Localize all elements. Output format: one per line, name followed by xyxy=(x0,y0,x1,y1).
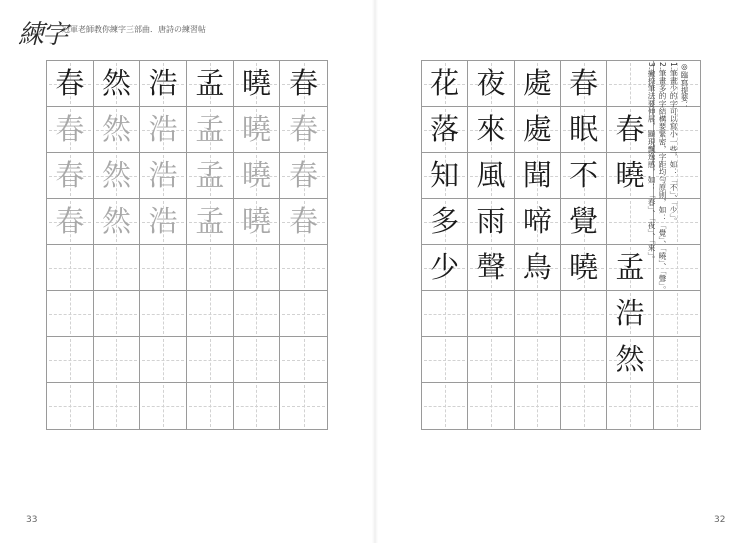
left-grid-cell xyxy=(187,383,234,429)
right-grid-character: 雨 xyxy=(476,204,506,238)
left-grid-cell xyxy=(140,337,187,383)
left-grid-cell xyxy=(140,61,187,107)
left-grid-cell xyxy=(187,199,234,245)
left-grid-cell xyxy=(280,383,327,429)
left-grid-character: 曉 xyxy=(241,204,271,238)
left-grid-cell xyxy=(280,245,327,291)
right-grid-cell xyxy=(654,383,700,429)
left-grid-character: 春 xyxy=(289,204,319,238)
right-grid-cell xyxy=(561,61,607,107)
writing-notes xyxy=(646,62,690,382)
left-grid-cell xyxy=(187,61,234,107)
right-grid-character: 春 xyxy=(615,112,645,146)
left-grid-character: 春 xyxy=(289,66,319,100)
right-grid-character: 然 xyxy=(615,342,645,376)
left-grid-character: 然 xyxy=(101,66,131,100)
left-grid-character: 孟 xyxy=(195,112,225,146)
right-grid-cell xyxy=(422,153,468,199)
right-grid-cell xyxy=(422,291,468,337)
left-grid-character: 孟 xyxy=(195,66,225,100)
left-grid-cell xyxy=(234,337,281,383)
left-grid-cell xyxy=(280,291,327,337)
right-grid-character: 多 xyxy=(430,204,460,238)
left-grid-cell xyxy=(47,199,94,245)
left-grid-cell xyxy=(280,337,327,383)
right-grid-character: 曉 xyxy=(569,250,599,284)
left-grid-cell xyxy=(47,245,94,291)
left-grid-cell xyxy=(234,291,281,337)
right-grid-cell xyxy=(561,337,607,383)
right-grid-character: 夜 xyxy=(476,66,506,100)
right-grid-character: 來 xyxy=(476,112,506,146)
brand-logo: 練字 xyxy=(18,20,67,50)
left-grid-cell xyxy=(187,245,234,291)
left-grid-character: 然 xyxy=(101,158,131,192)
right-grid-cell xyxy=(515,245,561,291)
right-grid-cell xyxy=(422,245,468,291)
book-subtitle: 冠軍老師教你練字三部曲．唐詩の練習帖 xyxy=(62,25,206,34)
right-grid-cell xyxy=(607,383,653,429)
right-grid-character: 風 xyxy=(476,158,506,192)
left-grid-cell xyxy=(94,291,141,337)
right-grid-character: 春 xyxy=(569,66,599,100)
right-grid-character: 少 xyxy=(430,250,460,284)
left-grid-character: 浩 xyxy=(148,66,178,100)
page-number-right: 32 xyxy=(714,515,726,525)
left-grid-cell xyxy=(140,291,187,337)
right-grid-cell xyxy=(422,61,468,107)
right-grid-character: 眠 xyxy=(569,112,599,146)
left-grid-character: 春 xyxy=(55,158,85,192)
left-grid-cell xyxy=(47,383,94,429)
right-grid-cell xyxy=(515,107,561,153)
right-grid-cell xyxy=(468,61,514,107)
left-grid-cell xyxy=(234,153,281,199)
right-grid-cell xyxy=(468,107,514,153)
left-grid-character: 春 xyxy=(289,158,319,192)
left-grid-cell xyxy=(47,107,94,153)
left-grid-cell xyxy=(47,153,94,199)
right-grid-cell xyxy=(468,383,514,429)
right-grid-character: 處 xyxy=(522,66,552,100)
left-grid-cell xyxy=(94,153,141,199)
left-grid-cell xyxy=(234,61,281,107)
right-grid-cell xyxy=(561,199,607,245)
note-2: 2.筆畫多的字結構要緊密，字距均勻原則，如：「覺」、「曉」、「聲」。 xyxy=(658,62,667,294)
right-grid-cell xyxy=(515,337,561,383)
left-grid-cell xyxy=(234,383,281,429)
left-grid-character: 孟 xyxy=(195,158,225,192)
page-gutter xyxy=(372,0,378,543)
right-grid-character: 落 xyxy=(430,112,460,146)
left-grid-cell xyxy=(140,383,187,429)
left-grid-cell xyxy=(47,291,94,337)
right-grid-character: 花 xyxy=(430,66,460,100)
right-grid-cell xyxy=(422,383,468,429)
right-grid-cell xyxy=(468,153,514,199)
right-grid-cell xyxy=(561,291,607,337)
right-grid-cell xyxy=(515,153,561,199)
left-grid-cell xyxy=(140,153,187,199)
right-grid-cell xyxy=(422,107,468,153)
left-grid-cell xyxy=(234,245,281,291)
right-grid-character: 浩 xyxy=(615,296,645,330)
left-grid-cell xyxy=(280,199,327,245)
right-grid-character: 孟 xyxy=(615,250,645,284)
right-grid-character: 啼 xyxy=(522,204,552,238)
left-grid-character: 曉 xyxy=(241,158,271,192)
left-grid-cell xyxy=(140,199,187,245)
notes-title: ◎臨寫提要： xyxy=(680,62,689,109)
left-grid-cell xyxy=(187,107,234,153)
left-grid-cell xyxy=(187,291,234,337)
left-grid-cell xyxy=(47,61,94,107)
right-grid-character: 知 xyxy=(430,158,460,192)
note-1: 1.筆畫少的字可以寫小一些，如：「不」、「少」。 xyxy=(669,62,678,226)
left-grid-cell xyxy=(140,245,187,291)
left-grid-cell xyxy=(47,337,94,383)
left-grid-cell xyxy=(280,61,327,107)
left-grid-character: 春 xyxy=(55,112,85,146)
left-grid-cell xyxy=(187,337,234,383)
right-grid-character: 聲 xyxy=(476,250,506,284)
right-grid-character: 曉 xyxy=(615,158,645,192)
right-grid-character: 處 xyxy=(522,112,552,146)
note-3: 3.撇捺筆法要伸展，顯現飄逸感，如：「春」、「夜」、「來」。 xyxy=(647,62,656,264)
right-grid-cell xyxy=(561,107,607,153)
right-grid-cell xyxy=(468,291,514,337)
right-grid-cell xyxy=(515,61,561,107)
left-grid-character: 浩 xyxy=(148,204,178,238)
left-grid-character: 春 xyxy=(55,66,85,100)
left-grid-character: 然 xyxy=(101,204,131,238)
right-grid-character: 聞 xyxy=(522,158,552,192)
right-grid-cell xyxy=(515,199,561,245)
page-number-left: 33 xyxy=(26,515,38,525)
left-grid-cell xyxy=(140,107,187,153)
right-grid-cell xyxy=(422,337,468,383)
left-grid-cell xyxy=(234,199,281,245)
left-grid-cell xyxy=(94,245,141,291)
left-grid-cell xyxy=(187,153,234,199)
left-grid-character: 孟 xyxy=(195,204,225,238)
left-practice-grid xyxy=(46,60,328,430)
left-grid-cell xyxy=(280,153,327,199)
left-grid-cell xyxy=(94,107,141,153)
left-grid-character: 然 xyxy=(101,112,131,146)
left-grid-cell xyxy=(94,337,141,383)
right-grid-cell xyxy=(468,337,514,383)
left-grid-character: 浩 xyxy=(148,112,178,146)
right-grid-cell xyxy=(468,199,514,245)
right-grid-cell xyxy=(561,383,607,429)
left-grid-character: 春 xyxy=(289,112,319,146)
right-grid-character: 覺 xyxy=(569,204,599,238)
left-grid-character: 曉 xyxy=(241,112,271,146)
left-grid-cell xyxy=(94,383,141,429)
right-grid-cell xyxy=(422,199,468,245)
right-grid-cell xyxy=(561,245,607,291)
right-grid-character: 鳥 xyxy=(522,250,552,284)
right-grid-cell xyxy=(515,383,561,429)
left-grid-cell xyxy=(280,107,327,153)
right-grid-cell xyxy=(515,291,561,337)
left-grid-cell xyxy=(94,199,141,245)
left-grid-cell xyxy=(94,61,141,107)
right-grid-cell xyxy=(468,245,514,291)
right-grid-character: 不 xyxy=(569,158,599,192)
left-grid-cell xyxy=(234,107,281,153)
right-grid-cell xyxy=(561,153,607,199)
left-grid-character: 春 xyxy=(55,204,85,238)
left-grid-character: 曉 xyxy=(241,66,271,100)
left-grid-character: 浩 xyxy=(148,158,178,192)
